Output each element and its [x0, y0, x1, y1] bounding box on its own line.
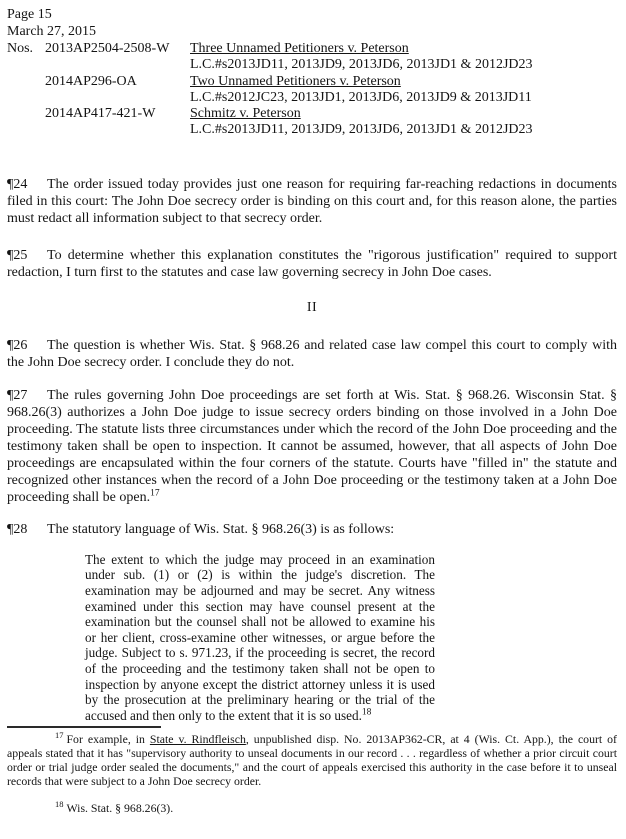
- footnote-separator: [7, 726, 161, 728]
- block-quote-statute: [85, 552, 435, 724]
- case-lc-numbers: L.C.#s2013JD11, 2013JD9, 2013JD6, 2013JD1 & 2012JD23: [190, 57, 533, 73]
- paragraph-text: The order issued today provides just one reason for requiring far-reaching redactions in documents filed in this court: The John Doe secrecy order is binding on this court and, for this reason alone, the parties must redact all information subject to that secrecy order.: [7, 176, 617, 226]
- footnote-18: [7, 801, 617, 815]
- case-details: [190, 41, 617, 74]
- footnote-text: Wis. Stat. § 968.26(3).: [66, 801, 174, 816]
- paragraph-number: ¶27: [7, 387, 28, 403]
- footnote-reference-17: 17: [150, 488, 160, 499]
- case-lc-numbers: L.C.#s2013JD11, 2013JD9, 2013JD6, 2013JD1 & 2012JD23: [190, 122, 533, 138]
- footnote-text: For example, in: [66, 732, 150, 747]
- case-row: [7, 41, 617, 74]
- footnote-text: , unpublished disp. No. 2013AP362-CR, at 4 (Wis. Ct. App.), the court of appeals stated that it has "supervisory authority to unseal documents in our record . . . regardless of whether a prior circuit court order or trial judge order sealed the documents," and the court of appeals exercised this authority in the case before it to unseal records that were subject to a John Doe secrecy order.: [7, 732, 617, 789]
- case-number: 2013AP2504-2508-W: [45, 41, 170, 56]
- footnote-number: 18: [55, 799, 64, 810]
- case-number: 2014AP296-OA: [45, 73, 137, 89]
- footnote-number: 17: [55, 730, 64, 741]
- case-caption: [7, 41, 617, 139]
- paragraph-27: [7, 387, 617, 506]
- paragraph-text: The question is whether Wis. Stat. § 968.26 and related case law compel this court to comply with the John Doe secrecy order. I conclude they do not.: [7, 337, 617, 370]
- paragraph-26: [7, 337, 617, 371]
- paragraph-number: ¶25: [7, 247, 28, 263]
- document-date: March 27, 2015: [7, 24, 97, 39]
- paragraph-28: [7, 521, 617, 538]
- paragraph-24: [7, 176, 617, 227]
- footnote-reference-18: 18: [361, 707, 372, 718]
- cited-case-name: State v. Rindfleisch: [149, 732, 246, 747]
- case-row: [7, 106, 617, 139]
- case-name: Schmitz v. Peterson: [190, 106, 301, 122]
- case-row: [7, 74, 617, 107]
- case-details: [190, 74, 617, 107]
- quote-text: The extent to which the judge may proceed in an examination under sub. (1) or (2) is within the judge's discretion. The examination may be adjourned and may be secret. Any witness examined under this section may have counsel present at the examination but the counsel shall not be allowed to examine his or her client, cross-examine other witnesses, or argue before the judge. Subject to s. 971.23, if the proceeding is secret, the record of the proceeding and the testimony taken shall not be open to inspection by anyone except the district attorney unless it is used by the prosecution at the preliminary hearing or the trial of the accused and then only to the extent that it is so used.: [85, 551, 435, 723]
- case-name: Three Unnamed Petitioners v. Peterson: [190, 41, 409, 56]
- paragraph-number: ¶28: [7, 521, 28, 537]
- case-lc-numbers: L.C.#s2012JC23, 2013JD1, 2013JD6, 2013JD9 & 2013JD11: [190, 89, 532, 105]
- paragraph-text: The statutory language of Wis. Stat. § 968.26(3) is as follows:: [47, 521, 395, 537]
- case-number: 2014AP417-421-W: [45, 106, 156, 122]
- paragraph-text: To determine whether this explanation constitutes the "rigorous justification" required to support redaction, I turn first to the statutes and case law governing secrecy in John Doe cases.: [7, 247, 617, 280]
- case-name: Two Unnamed Petitioners v. Peterson: [190, 73, 401, 89]
- page-number: Page 15: [7, 7, 52, 22]
- paragraph-number: ¶24: [7, 176, 28, 192]
- paragraph-25: [7, 247, 617, 281]
- paragraph-text: The rules governing John Doe proceedings are set forth at Wis. Stat. § 968.26. Wisconsin Stat. § 968.26(3) authorizes a John Doe judge to issue secrecy orders binding on those involved in a John Doe proceeding. The statute lists three circumstances under which the record of the John Doe proceeding and the testimony taken shall be open to inspection. It cannot be assumed, however, that all aspects of John Doe proceedings are encapsulated within the four corners of the statute. Courts have "filled in" the statute and recognized other instances when the record of a John Doe proceeding or the testimony taken at a John Doe proceeding shall be open.: [7, 387, 617, 505]
- paragraph-number: ¶26: [7, 337, 28, 353]
- case-details: [190, 106, 617, 139]
- nos-label: Nos.: [7, 41, 34, 56]
- section-heading: II: [306, 299, 318, 315]
- footnote-17: [7, 732, 617, 788]
